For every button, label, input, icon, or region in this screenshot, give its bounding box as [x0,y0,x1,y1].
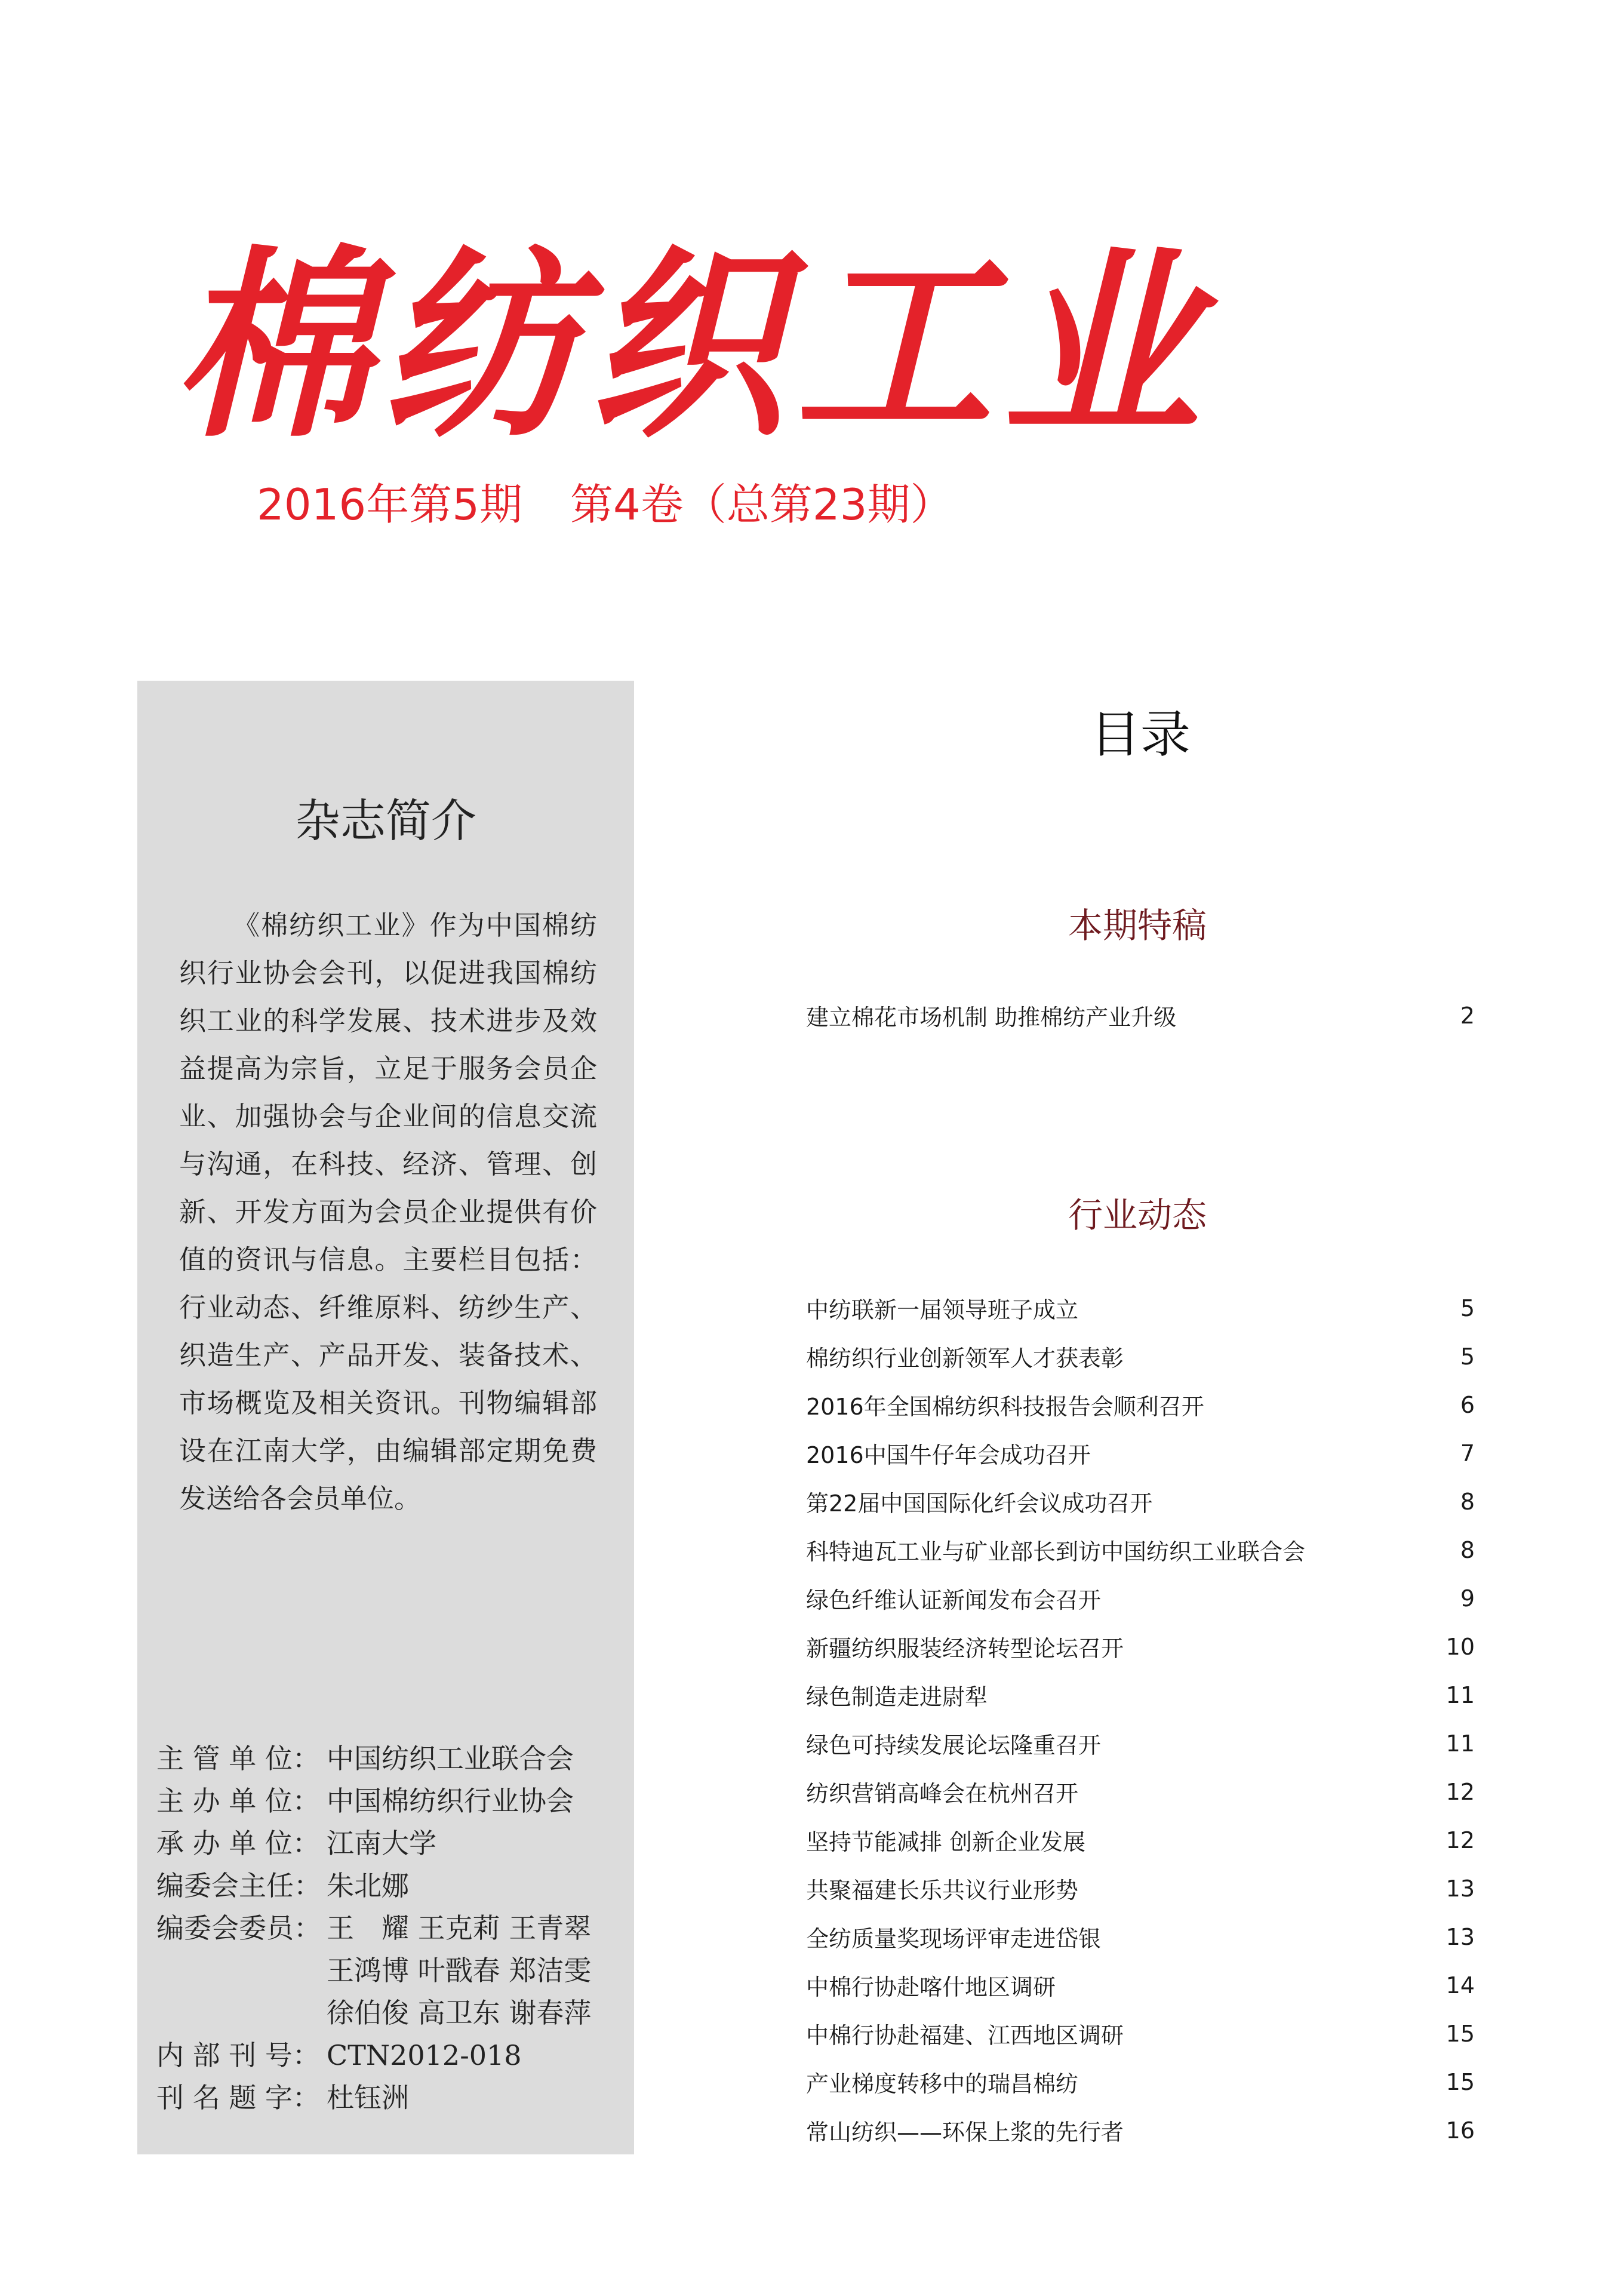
toc-entry-title: 常山纺织——环保上浆的先行者 [806,2119,1124,2145]
volume-number: 第4卷（总第23期） [570,479,954,530]
toc-entry-title: 产业梯度转移中的瑞昌棉纺 [806,2071,1079,2097]
toc-entry[interactable] [806,1574,1475,1622]
toc-entry-title: 新疆纺织服装经济转型论坛召开 [806,1636,1124,1662]
toc-entry-title: 第22届中国国际化纤会议成功召开 [806,1490,1153,1517]
credit-label: 承 办 单 位： [156,1827,320,1859]
toc-entry-title: 棉纺织行业创新领军人才获表彰 [806,1345,1124,1372]
credit-label: 编委会主任： [156,1870,321,1902]
toc-entry[interactable] [806,1526,1475,1574]
toc-title: 目录 [1090,705,1191,764]
toc-entry-page: 8 [1460,1488,1475,1515]
magazine-intro-panel [137,681,634,2154]
toc-entry-page: 14 [1445,1972,1475,1999]
credit-row [156,2077,622,2119]
toc-entry-title: 绿色制造走进尉犁 [806,1684,988,1710]
credit-row [156,1865,622,1907]
credit-label: 内 部 刊 号： [156,2039,320,2071]
toc-entry[interactable] [806,2058,1475,2106]
credit-row [156,1738,622,1780]
credit-value-continued: 王鸿博 叶戬春 郑洁雯 [327,1954,592,1987]
toc-section-title: 本期特稿 [1068,905,1207,946]
toc-entry-page: 13 [1445,1923,1475,1950]
credit-row [156,2034,622,2077]
toc-entry-title: 2016年全国棉纺织科技报告会顺利召开 [806,1394,1204,1420]
toc-entry-title: 2016中国牛仔年会成功召开 [806,1442,1091,1468]
intro-title: 杂志简介 [295,794,476,847]
toc-entry-title: 共聚福建长乐共议行业形势 [806,1877,1079,1904]
toc-entry[interactable] [806,991,1475,1040]
toc-entry-page: 11 [1445,1681,1475,1708]
credit-row [156,1822,622,1865]
toc-entry[interactable] [806,1913,1475,1961]
toc-section-list [806,1284,1475,2154]
credit-row [156,1907,622,1950]
credit-value: CTN2012-018 [327,2039,522,2071]
toc-entry-title: 中棉行协赴福建、江西地区调研 [806,2022,1124,2049]
toc-entry-page: 6 [1460,1391,1475,1418]
toc-entry-page: 16 [1445,2117,1475,2144]
toc-section-list [806,991,1475,1040]
toc-entry-title: 全纺质量奖现场评审走进岱银 [806,1926,1102,1952]
toc-section-title: 行业动态 [1068,1195,1207,1235]
toc-entry-page: 15 [1445,2020,1475,2047]
toc-entry-title: 坚持节能减排 创新企业发展 [806,1829,1086,1855]
toc-entry[interactable] [806,1671,1475,1719]
toc-entry-page: 13 [1445,1875,1475,1902]
credits-block [156,1738,622,2119]
credit-label: 编委会委员： [156,1912,321,1944]
credit-value: 杜钰洲 [327,2082,409,2114]
toc-entry-page: 9 [1460,1585,1475,1612]
toc-entry[interactable] [806,1767,1475,1816]
toc-entry-page: 8 [1460,1536,1475,1563]
toc-entry[interactable] [806,1381,1475,1429]
credit-value: 江南大学 [327,1827,436,1859]
intro-paragraph: 《棉纺织工业》作为中国棉纺织行业协会会刊，以促进我国棉纺织工业的科学发展、技术进步及效益提高为宗旨，立足于服务会员企业、加强协会与企业间的信息交流与沟通，在科技、经济、管理、创新、开发方面为会员企业提供有价值的资讯与信息。主要栏目包括：行业动态、纤维原料、纺纱生产、织造生产、产品开发、装备技术、市场概览及相关资讯。刊物编辑部设在江南大学，由编辑部定期免费发送给各会员单位。 [179,909,597,1514]
toc-entry[interactable] [806,2009,1475,2058]
masthead-logo [173,227,1212,466]
credit-label: 主 管 单 位： [156,1742,320,1775]
toc-entry[interactable] [806,1719,1475,1767]
credit-value: 中国纺织工业联合会 [327,1742,574,1775]
toc-entry-title: 建立棉花市场机制 助推棉纺产业升级 [806,1004,1177,1031]
toc-entry-page: 12 [1445,1778,1475,1805]
credit-value-continued: 徐伯俊 高卫东 谢春萍 [327,1997,592,2029]
toc-entry-title: 绿色纤维认证新闻发布会召开 [806,1587,1102,1613]
toc-entry[interactable] [806,1864,1475,1913]
toc-entry-title: 科特迪瓦工业与矿业部长到访中国纺织工业联合会 [806,1539,1306,1565]
toc-entry[interactable] [806,1284,1475,1332]
toc-entry-page: 5 [1460,1343,1475,1370]
toc-entry-title: 绿色可持续发展论坛隆重召开 [806,1732,1102,1759]
toc-entry[interactable] [806,1622,1475,1671]
toc-entry[interactable] [806,1961,1475,2009]
issue-info [257,472,1152,537]
toc-entry-page: 5 [1460,1295,1475,1321]
credit-value: 中国棉纺织行业协会 [327,1785,574,1817]
credit-label: 刊 名 题 字： [156,2082,320,2114]
toc-entry[interactable] [806,2106,1475,2154]
toc-entry-page: 2 [1460,1002,1475,1029]
intro-body [179,902,597,1523]
credit-value: 朱北娜 [327,1870,409,1902]
toc-entry[interactable] [806,1477,1475,1526]
issue-number: 2016年第5期 [257,479,523,530]
toc-entry-title: 纺织营销高峰会在杭州召开 [806,1781,1079,1807]
toc-entry-page: 7 [1460,1440,1475,1467]
toc-entry-page: 12 [1445,1827,1475,1853]
toc-entry-page: 11 [1445,1730,1475,1757]
masthead-title: 棉纺织工业 [173,227,1210,465]
credit-label: 主 办 单 位： [156,1785,320,1817]
credit-row [156,1780,622,1822]
toc-entry[interactable] [806,1429,1475,1477]
toc-entry[interactable] [806,1332,1475,1381]
toc-entry-page: 15 [1445,2068,1475,2095]
toc-entry-title: 中棉行协赴喀什地区调研 [806,1974,1056,2000]
toc-entry-page: 10 [1445,1633,1475,1660]
toc-entry-title: 中纺联新一届领导班子成立 [806,1297,1079,1323]
toc-entry[interactable] [806,1816,1475,1864]
credit-value: 王 耀 王克莉 王青翠 [327,1912,592,1944]
